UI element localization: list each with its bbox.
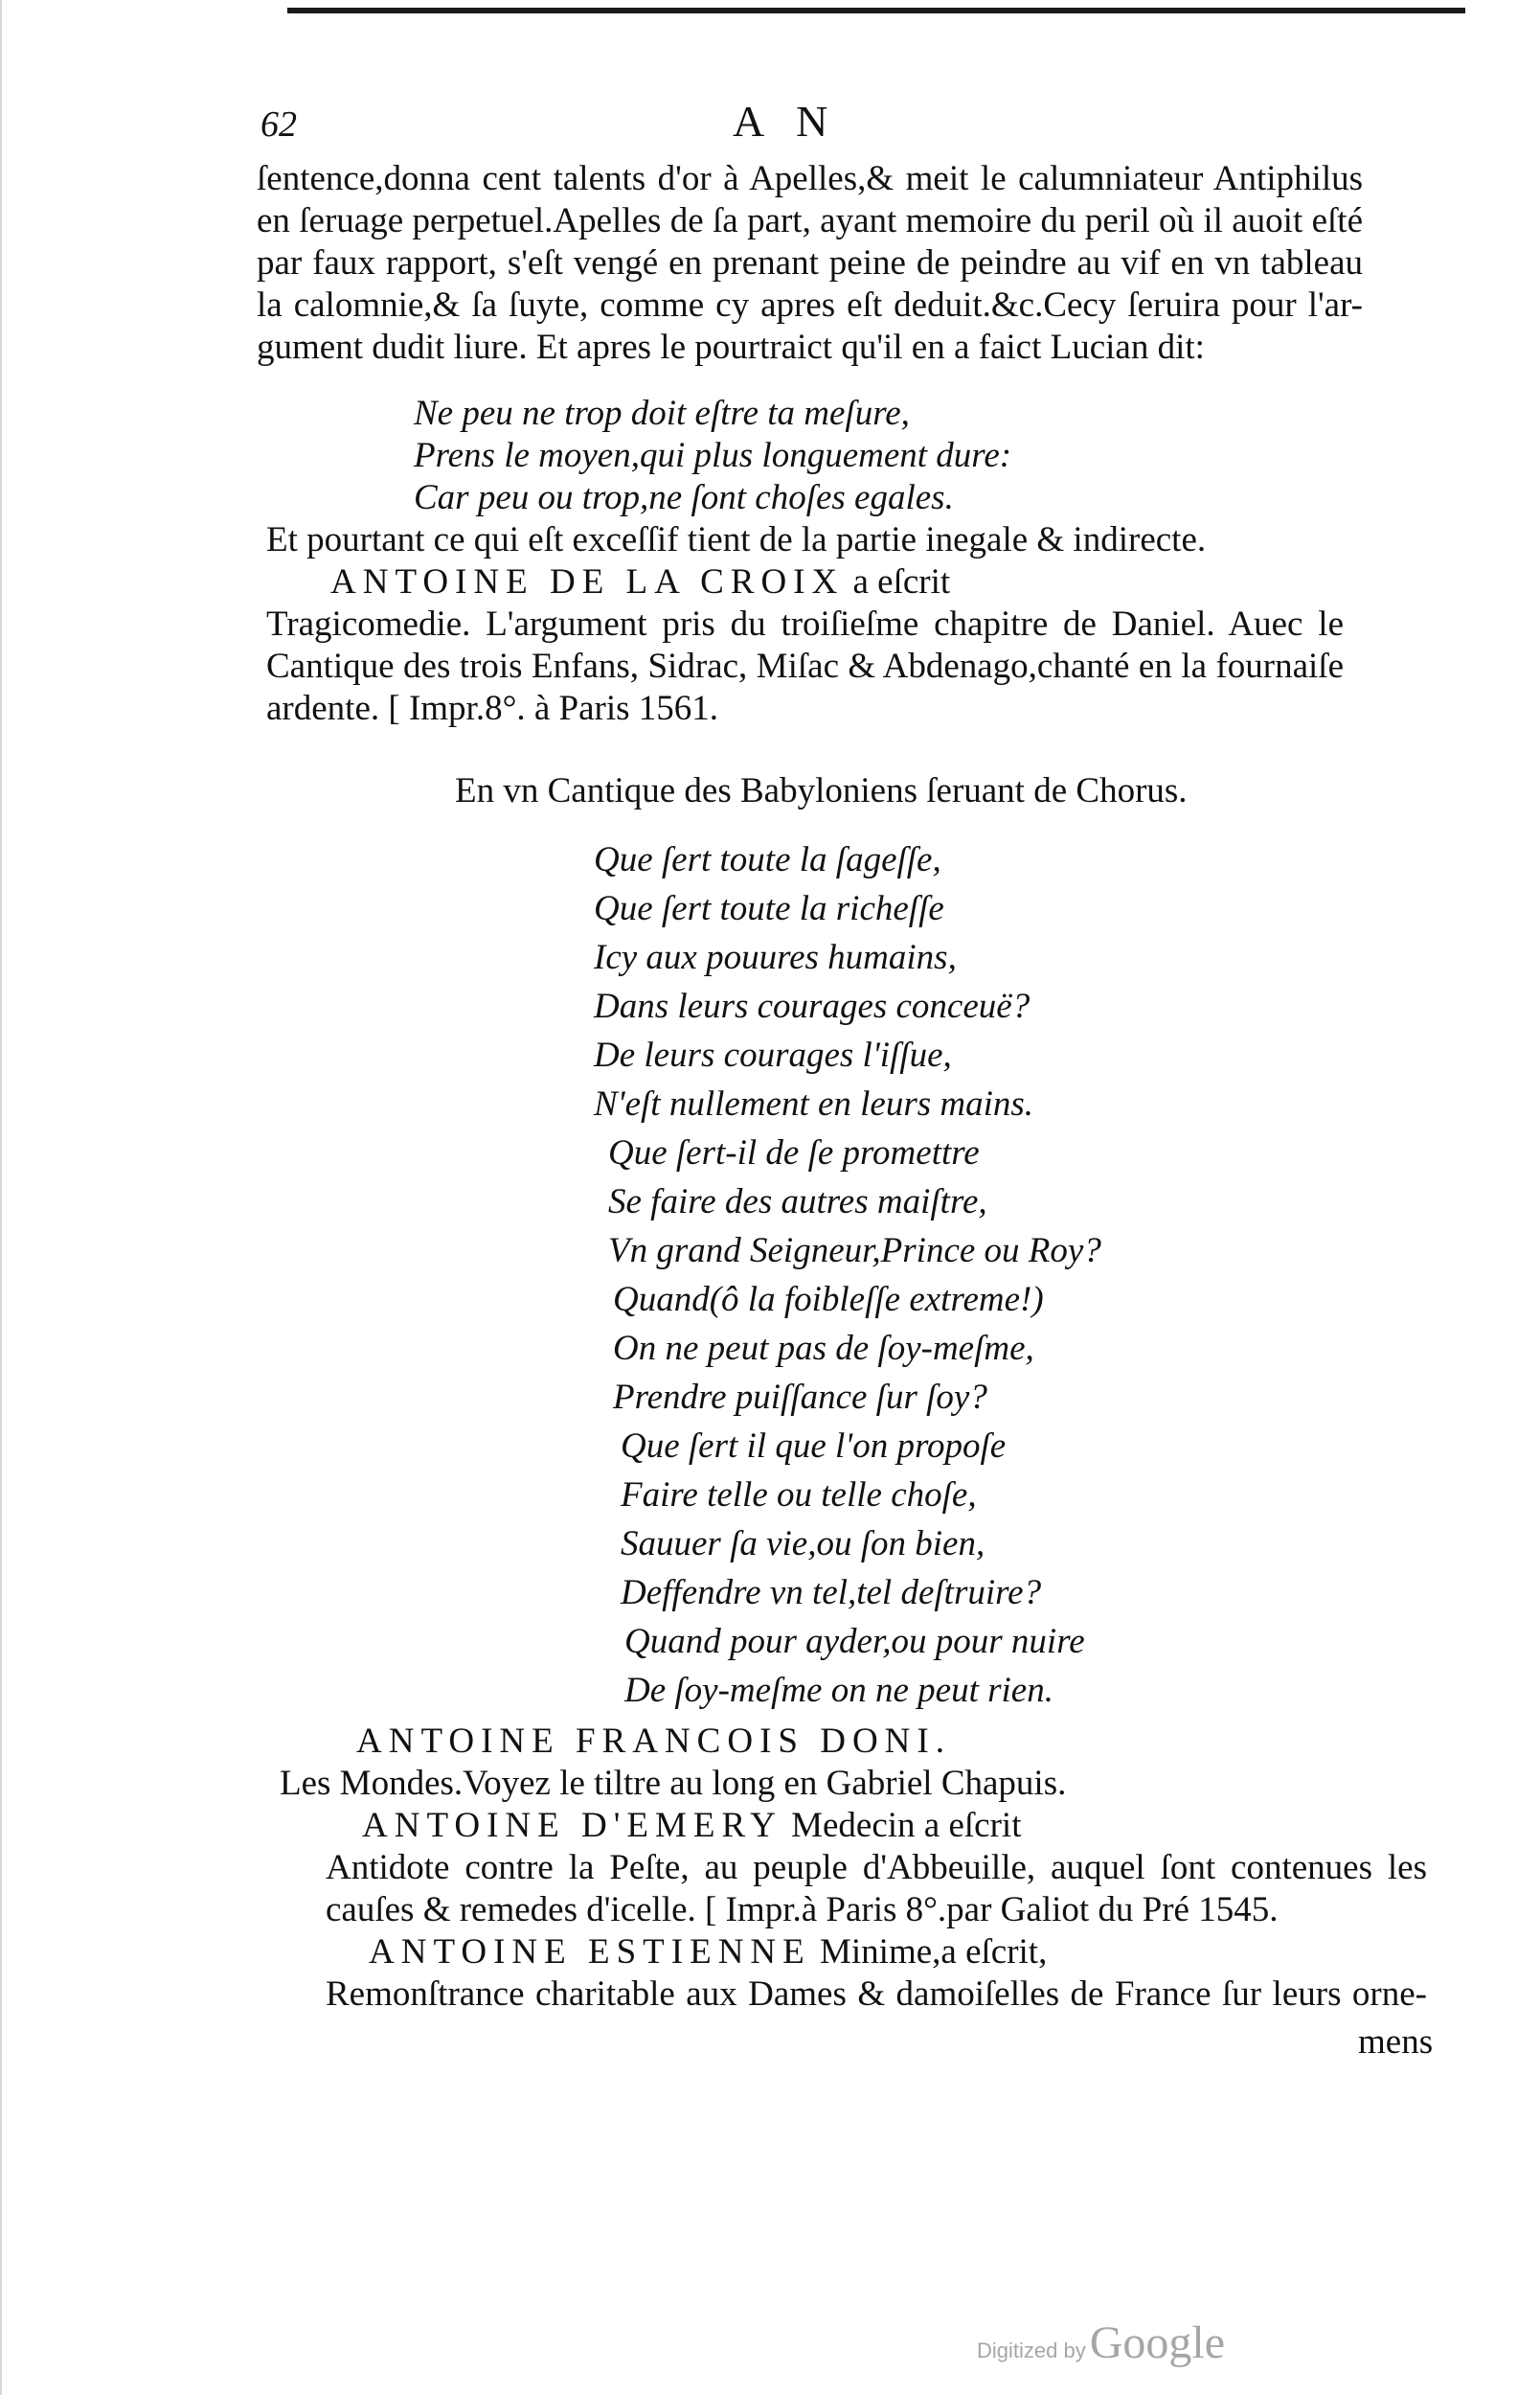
canticle-verse-5: De leurs courages l'iſſue, — [594, 1036, 952, 1075]
canticle-verse-11: On ne peut pas de ſoy-meſme, — [613, 1329, 1034, 1368]
entry2-line: Les Mondes.Voyez le tiltre au long en Gabriel Chapuis. — [280, 1764, 1067, 1803]
entry3-line-2: cauſes & remedes d'icelle. [ Impr.à Paris 8°.par Galiot du Pré 1545. — [326, 1890, 1279, 1929]
canticle-verse-7: Que ſert-il de ſe promettre — [608, 1133, 980, 1173]
canticle-verse-9: Vn grand Seigneur,Prince ou Roy? — [608, 1231, 1101, 1270]
canticle-verse-15: Sauuer ſa vie,ou ſon bien, — [621, 1524, 985, 1563]
canticle-verse-18: De ſoy-meſme on ne peut rien. — [624, 1671, 1053, 1710]
author-role: Medecin a eſcrit — [791, 1806, 1022, 1845]
digitized-watermark — [977, 2316, 1225, 2369]
body-line-2: en ſeruage perpetuel.Apelles de ſa part, ayant memoire du peril où il auoit eſté — [257, 201, 1363, 240]
canticle-verse-13: Que ſert il que l'on propoſe — [621, 1426, 1007, 1466]
entry4-line: Remonſtrance charitable aux Dames & damoiſelles de France ſur leurs orne- — [326, 1974, 1427, 2014]
maxim-conclusion: Et pourtant ce qui eſt exceſſif tient de la partie inegale & indirecte. — [266, 520, 1207, 559]
canticle-verse-16: Deffendre vn tel,tel deſtruire? — [621, 1573, 1042, 1612]
canticle-verse-3: Icy aux pouures humains, — [594, 938, 957, 977]
entry-heading-demery — [362, 1805, 1021, 1847]
canticle-heading: En vn Cantique des Babyloniens ſeruant de Chorus. — [455, 771, 1188, 810]
canticle-verse-4: Dans leurs courages conceuë? — [594, 987, 1030, 1026]
author-name: ANTOINE ESTIENNE — [369, 1932, 811, 1972]
canticle-verse-17: Quand pour ayder,ou pour nuire — [624, 1622, 1085, 1661]
canticle-verse-12: Prendre puiſſance ſur ſoy? — [613, 1378, 987, 1417]
canticle-verse-10: Quand(ô la foibleſſe extreme!) — [613, 1280, 1044, 1319]
google-logo: Google — [1089, 2317, 1226, 2368]
maxim-verse-3: Car peu ou trop,ne ſont choſes egales. — [414, 478, 954, 517]
canticle-verse-1: Que ſert toute la ſageſſe, — [594, 840, 941, 879]
author-name: ANTOINE DE LA CROIX — [330, 562, 845, 602]
canticle-verse-2: Que ſert toute la richeſſe — [594, 889, 944, 928]
author-role: a eſcrit — [852, 562, 951, 602]
entry1-line-1: Tragicomedie. L'argument pris du troiſieſme chapitre de Daniel. Auec le — [266, 604, 1344, 644]
entry-heading-de-la-croix — [330, 561, 950, 604]
maxim-verse-1: Ne peu ne trop doit eſtre ta meſure, — [414, 394, 910, 433]
page-number: 62 — [260, 104, 297, 145]
body-line-3: par faux rapport, s'eſt vengé en prenant peine de peindre au vif en vn tableau — [257, 243, 1363, 283]
canticle-verse-6: N'eſt nullement en leurs mains. — [594, 1084, 1034, 1124]
entry-heading-estienne — [369, 1931, 1047, 1973]
maxim-verse-2: Prens le moyen,qui plus longuement dure: — [414, 436, 1012, 475]
body-line-4: la calomnie,& ſa ſuyte, comme cy apres eſt deduit.&c.Cecy ſeruira pour l'ar- — [257, 285, 1363, 325]
entry1-line-3: ardente. [ Impr.8°. à Paris 1561. — [266, 689, 719, 728]
author-name: ANTOINE D'EMERY — [362, 1806, 782, 1845]
entry1-line-2: Cantique des trois Enfans, Sidrac, Miſac & Abdenago,chanté en la fournaiſe — [266, 647, 1344, 686]
body-line-5: gument dudit liure. Et apres le pourtraict qu'il en a faict Lucian dit: — [257, 328, 1205, 367]
canticle-verse-8: Se faire des autres maiſtre, — [608, 1182, 987, 1221]
author-role: Minime,a eſcrit, — [819, 1932, 1048, 1972]
canticle-verse-14: Faire telle ou telle choſe, — [621, 1475, 977, 1515]
entry3-line-1: Antidote contre la Peſte, au peuple d'Abbeuille, auquel ſont contenues les — [326, 1848, 1427, 1887]
watermark-prefix: Digitized by — [977, 2338, 1086, 2362]
running-head: A N — [733, 97, 840, 146]
body-line-1: ſentence,donna cent talents d'or à Apelles,& meit le calumniateur Antiphilus — [257, 159, 1363, 198]
catchword: mens — [1358, 2022, 1434, 2062]
entry-heading-doni: ANTOINE FRANCOIS DONI. — [356, 1722, 951, 1761]
